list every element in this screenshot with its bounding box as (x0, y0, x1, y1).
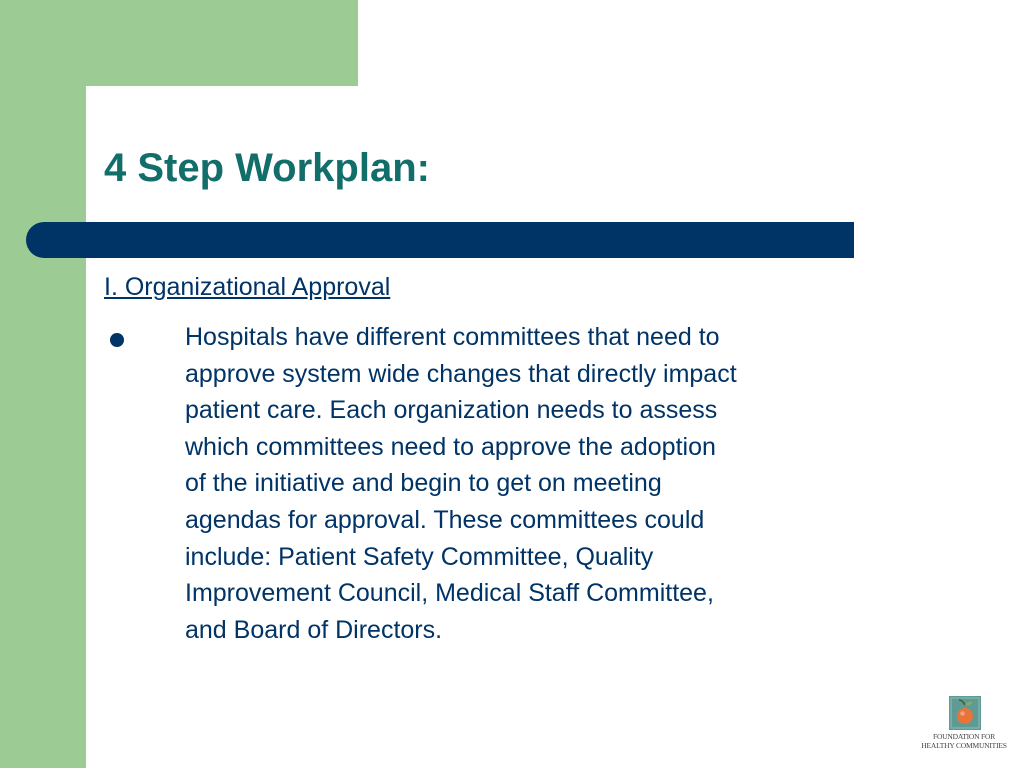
logo-text-line: FOUNDATION FOR (933, 732, 995, 741)
bullet-line: include: Patient Safety Committee, Quality (185, 542, 654, 571)
bullet-line: patient care. Each organization needs to assess (185, 396, 718, 425)
bullet-line: Improvement Council, Medical Staff Committee, (185, 579, 714, 608)
bullet-line: of the initiative and begin to get on meeting (185, 469, 662, 498)
top-accent-band (0, 0, 358, 86)
logo-text-line: HEALTHY COMMUNITIES (921, 741, 1007, 750)
bullet-icon (110, 333, 124, 347)
left-accent-band (0, 0, 86, 768)
slide-title: 4 Step Workplan: (104, 146, 430, 190)
bullet-line: which committees need to approve the adoption (185, 432, 716, 461)
title-underline-bar (26, 222, 854, 258)
bullet-line: Hospitals have different committees that need to (185, 323, 720, 351)
bullet-line: and Board of Directors. (185, 615, 443, 644)
foundation-logo (918, 696, 1010, 754)
section-heading: I. Organizational Approval (104, 273, 391, 301)
bullet-line: approve system wide changes that directly impact (185, 359, 737, 388)
bullet-line: agendas for approval. These committees could (185, 505, 705, 534)
bullet-text (185, 319, 955, 648)
apple-icon (949, 696, 981, 730)
